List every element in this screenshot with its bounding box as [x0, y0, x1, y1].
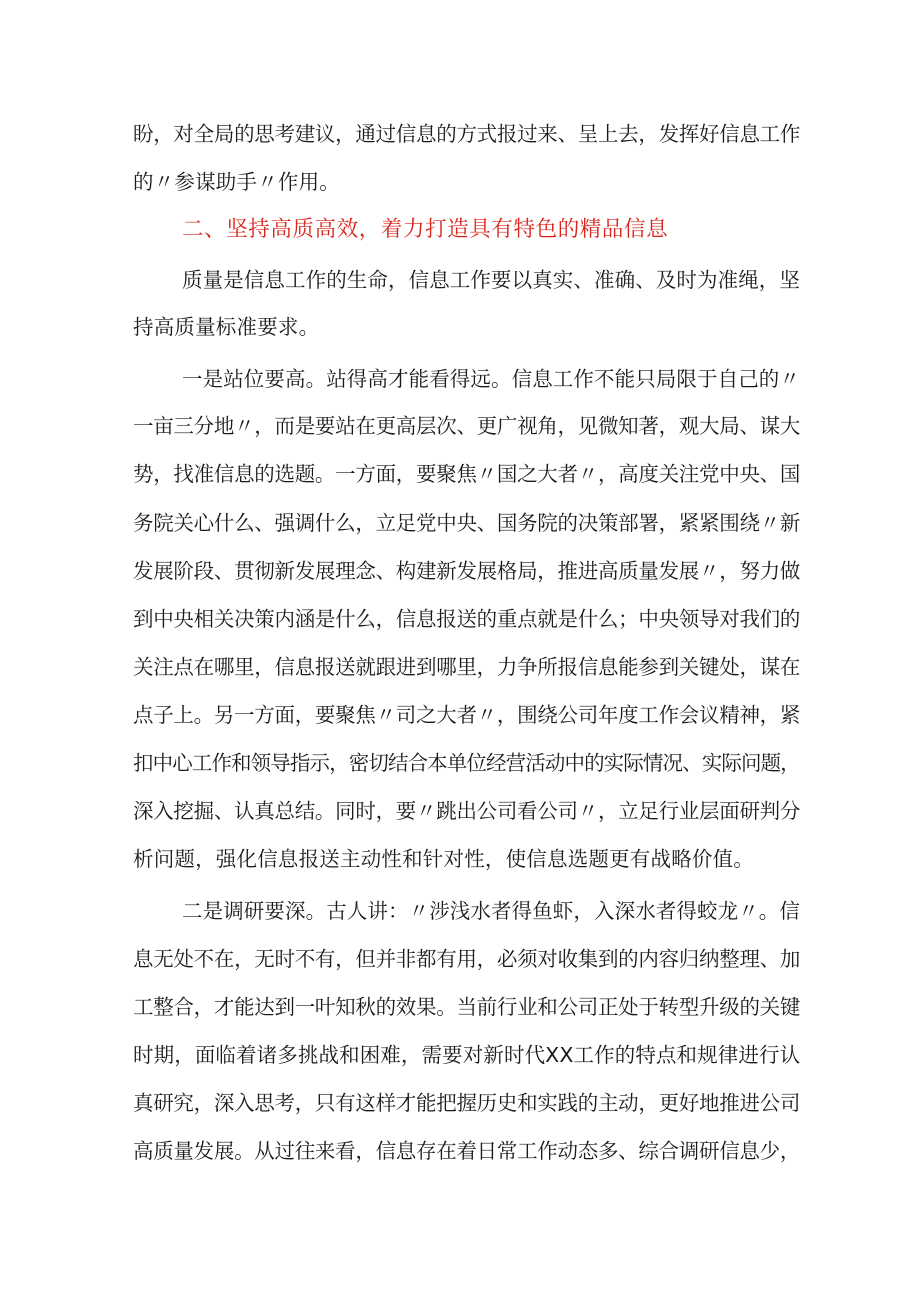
paragraph-line: 质量是信息工作的生命，信息工作要以真实、准确、及时为准绳，坚 — [182, 268, 800, 292]
paragraph-line: 二是调研要深。古人讲：〃涉浅水者得鱼虾，入深水者得蛟龙〃。信 — [182, 899, 800, 923]
paragraph-line: 的〃参谋助手〃作用。 — [133, 170, 340, 194]
paragraph-line: 持高质量标准要求。 — [133, 315, 320, 339]
paragraph-line: 时期，面临着诸多挑战和困难，需要对新时代XX工作的特点和规律进行认 — [133, 1043, 801, 1067]
paragraph-line: 真研究，深入思考，只有这样才能把握历史和实践的主动，更好地推进公司 — [133, 1091, 801, 1115]
paragraph-line: 到中央相关决策内涵是什么，信息报送的重点就是什么；中央领导对我们的 — [133, 607, 801, 631]
paragraph-line: 势，找准信息的选题。一方面，要聚焦〃国之大者〃，高度关注党中央、国 — [133, 462, 801, 486]
paragraph-line: 析问题，强化信息报送主动性和针对性，使信息选题更有战略价值。 — [133, 847, 754, 871]
paragraph-line: 关注点在哪里，信息报送就跟进到哪里，力争所报信息能参到关键处，谋在 — [133, 655, 801, 679]
paragraph-line: 息无处不在，无时不有，但并非都有用，必须对收集到的内容归纳整理、加 — [133, 947, 801, 971]
paragraph-line: 深入挖掘、认真总结。同时，要〃跳出公司看公司〃，立足行业层面研判分 — [133, 799, 801, 823]
paragraph-line: 一亩三分地〃，而是要站在更高层次、更广视角，见微知著，观大局、谋大 — [133, 414, 801, 438]
paragraph-line: 一是站位要高。站得高才能看得远。信息工作不能只局限于自己的〃 — [182, 367, 800, 391]
paragraph-line: 盼，对全局的思考建议，通过信息的方式报过来、呈上去，发挥好信息工作 — [133, 122, 801, 146]
paragraph-line: 务院关心什么、强调什么，立足党中央、国务院的决策部署，紧紧围绕〃新 — [133, 511, 801, 535]
paragraph-line: 扣中心工作和领导指示，密切结合本单位经营活动中的实际情况、实际问题， — [133, 751, 800, 775]
paragraph-line: 工整合，才能达到一叶知秋的效果。当前行业和公司正处于转型升级的关键 — [133, 995, 801, 1019]
section-heading: 二、坚持高质高效，着力打造具有特色的精品信息 — [182, 217, 669, 242]
paragraph-line: 高质量发展。从过往来看，信息存在着日常工作动态多、综合调研信息少， — [133, 1139, 801, 1163]
paragraph-line: 点子上。另一方面，要聚焦〃司之大者〃，围绕公司年度工作会议精神，紧 — [133, 703, 801, 727]
paragraph-line: 发展阶段、贯彻新发展理念、构建新发展格局，推进高质量发展〃，努力做 — [133, 559, 801, 583]
